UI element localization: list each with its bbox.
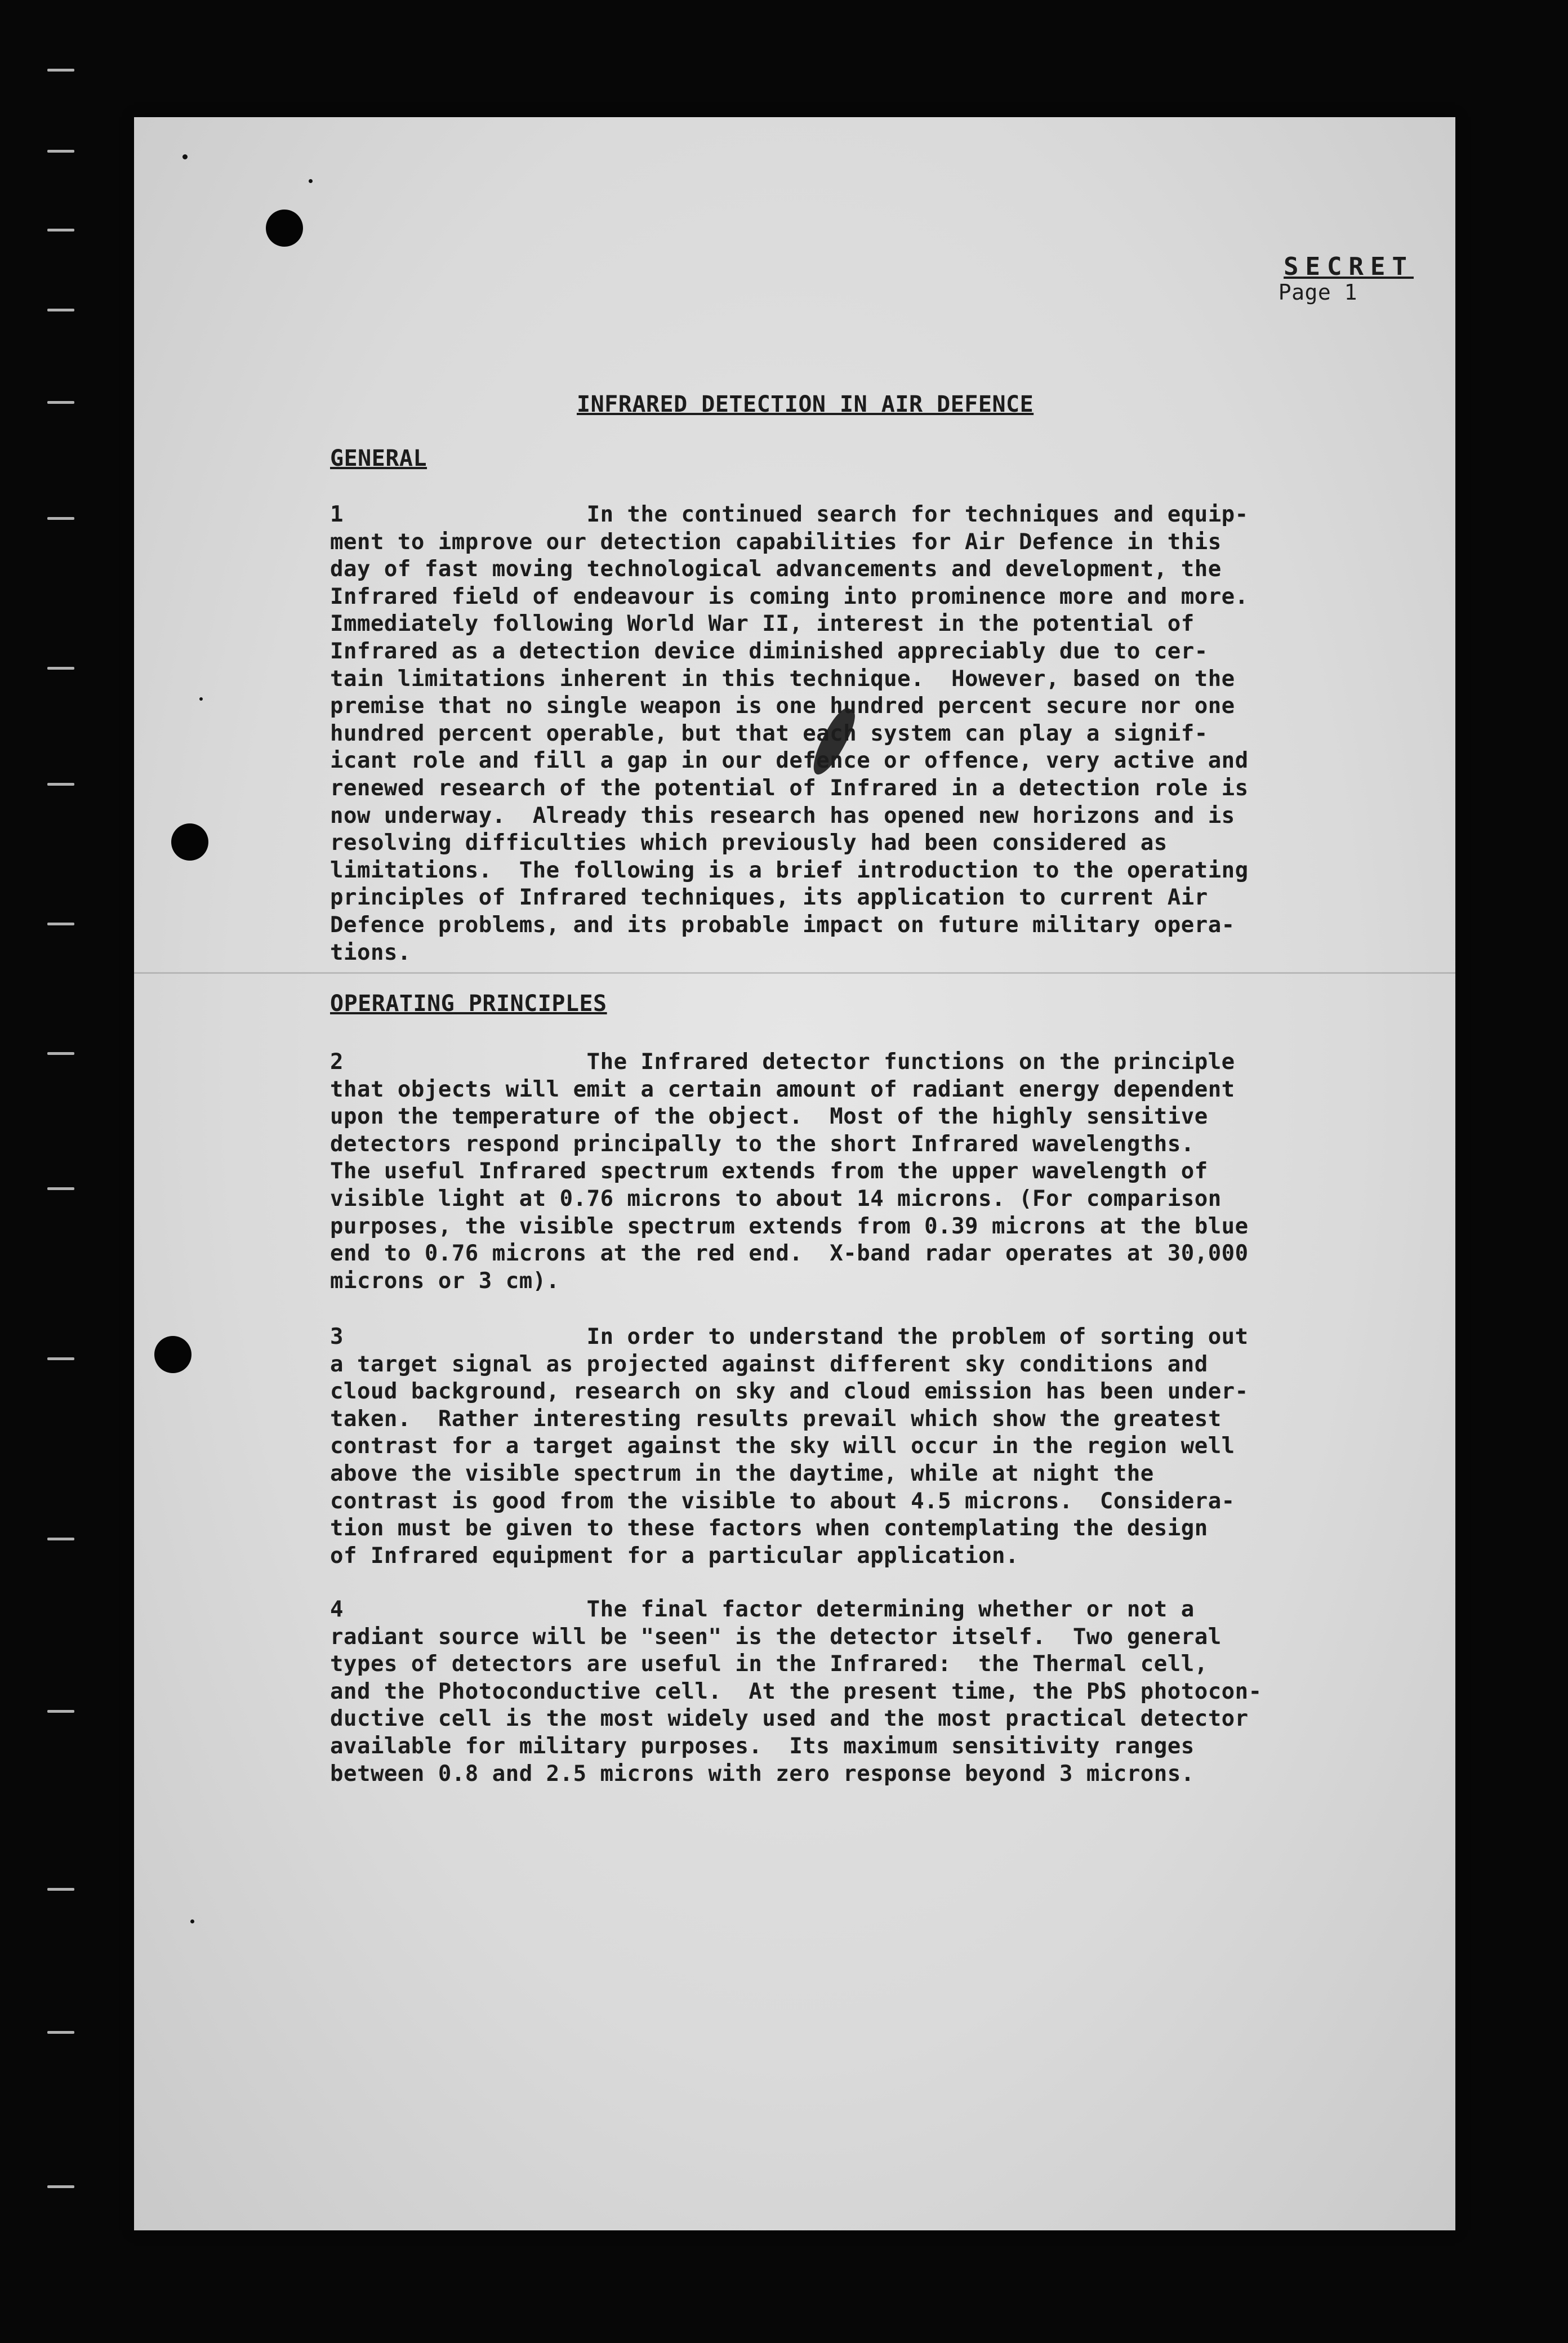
document-sheet — [134, 117, 1455, 2230]
speck — [309, 179, 313, 183]
classification-label: SECRET — [1284, 252, 1414, 281]
classification-header — [1103, 252, 1414, 305]
text-line: Infrared as a detection device diminished appreciably due to cer- — [330, 638, 1208, 664]
text-line: contrast is good from the visible to about 4.5 microns. Considera- — [330, 1488, 1235, 1514]
paper-fold-line — [134, 972, 1455, 974]
paragraph-3 — [330, 1324, 1417, 1570]
text-line: Immediately following World War II, interest in the potential of — [330, 611, 1195, 637]
document-title: INFRARED DETECTION IN AIR DEFENCE — [577, 391, 1034, 417]
film-edge-mark — [47, 1710, 74, 1713]
text-line: cloud background, research on sky and cloud emission has been under- — [330, 1379, 1249, 1405]
text-line: purposes, the visible spectrum extends from 0.39 microns at the blue — [330, 1213, 1249, 1239]
text-line: Defence problems, and its probable impact on future military opera- — [330, 912, 1235, 938]
film-edge-mark — [47, 150, 74, 153]
film-edge-mark — [47, 1888, 74, 1891]
film-edge-mark — [47, 667, 74, 670]
text-line: premise that no single weapon is one hundred percent secure nor one — [330, 693, 1235, 719]
text-line: ment to improve our detection capabilities for Air Defence in this — [330, 529, 1222, 555]
text-line: types of detectors are useful in the Infrared: the Thermal cell, — [330, 1651, 1208, 1677]
text-line: above the visible spectrum in the daytime, while at night the — [330, 1460, 1154, 1486]
text-line: radiant source will be "seen" is the detector itself. Two general — [330, 1624, 1222, 1650]
text-line: a target signal as projected against different sky conditions and — [330, 1351, 1208, 1377]
punch-hole — [266, 210, 303, 247]
text-line: tion must be given to these factors when contemplating the design — [330, 1516, 1208, 1542]
text-line: resolving difficulties which previously had been considered as — [330, 830, 1168, 856]
punch-hole — [171, 823, 208, 861]
paragraph-4 — [330, 1596, 1417, 1788]
text-line: renewed research of the potential of Infrared in a detection role is — [330, 775, 1249, 801]
film-edge-mark — [47, 229, 74, 231]
film-edge-mark — [47, 517, 74, 520]
punch-hole — [154, 1336, 191, 1373]
text-line: 3 In order to understand the problem of sorting out — [330, 1324, 1249, 1349]
page-number: Page 1 — [1278, 280, 1357, 305]
text-line: hundred percent operable, but that each system can play a signif- — [330, 720, 1208, 746]
text-line: 4 The final factor determining whether or not a — [330, 1597, 1195, 1622]
paragraph-2 — [330, 1049, 1417, 1295]
film-edge-mark — [47, 401, 74, 404]
film-edge-mark — [47, 1357, 74, 1360]
film-edge-mark — [47, 923, 74, 925]
text-line: between 0.8 and 2.5 microns with zero response beyond 3 microns. — [330, 1761, 1195, 1787]
speck — [190, 1919, 194, 1923]
speck — [182, 154, 188, 159]
section-heading-operating-principles: OPERATING PRINCIPLES — [330, 991, 607, 1017]
film-edge-mark — [47, 1187, 74, 1190]
film-edge-mark — [47, 1538, 74, 1540]
section-heading-general: GENERAL — [330, 446, 427, 471]
text-line: tain limitations inherent in this technique. However, based on the — [330, 666, 1235, 692]
text-line: limitations. The following is a brief introduction to the operating — [330, 857, 1249, 883]
text-line: that objects will emit a certain amount of radiant energy dependent — [330, 1076, 1235, 1102]
text-line: icant role and fill a gap in our defence or offence, very active and — [330, 748, 1249, 774]
film-edge-mark — [47, 2031, 74, 2034]
text-line: 2 The Infrared detector functions on the principle — [330, 1049, 1235, 1075]
text-line: detectors respond principally to the short Infrared wavelengths. — [330, 1131, 1195, 1157]
text-line: end to 0.76 microns at the red end. X-band radar operates at 30,000 — [330, 1241, 1249, 1267]
film-edge-mark — [47, 69, 74, 72]
film-edge-mark — [47, 2185, 74, 2188]
text-line: of Infrared equipment for a particular application. — [330, 1543, 1019, 1569]
text-line: ductive cell is the most widely used and the most practical detector — [330, 1706, 1249, 1732]
text-line: upon the temperature of the object. Most of the highly sensitive — [330, 1104, 1208, 1130]
text-line: visible light at 0.76 microns to about 14 microns. (For comparison — [330, 1186, 1222, 1211]
text-line: now underway. Already this research has opened new horizons and is — [330, 803, 1235, 828]
paragraph-1 — [330, 501, 1417, 966]
text-line: day of fast moving technological advancements and development, the — [330, 556, 1222, 582]
text-line: microns or 3 cm). — [330, 1268, 560, 1294]
text-line: available for military purposes. Its maximum sensitivity ranges — [330, 1733, 1195, 1759]
text-line: contrast for a target against the sky will occur in the region well — [330, 1433, 1235, 1459]
text-line: tions. — [330, 939, 411, 965]
text-line: and the Photoconductive cell. At the present time, the PbS photocon- — [330, 1678, 1262, 1704]
film-edge-mark — [47, 309, 74, 311]
film-edge-mark — [47, 1052, 74, 1055]
film-edge-mark — [47, 783, 74, 786]
text-line: The useful Infrared spectrum extends from the upper wavelength of — [330, 1159, 1208, 1184]
text-line: Infrared field of endeavour is coming into prominence more and more. — [330, 583, 1249, 609]
text-line: principles of Infrared techniques, its application to current Air — [330, 885, 1208, 911]
text-line: 1 In the continued search for techniques and equip- — [330, 502, 1249, 527]
speck — [199, 697, 203, 701]
text-line: taken. Rather interesting results prevail which show the greatest — [330, 1406, 1222, 1432]
